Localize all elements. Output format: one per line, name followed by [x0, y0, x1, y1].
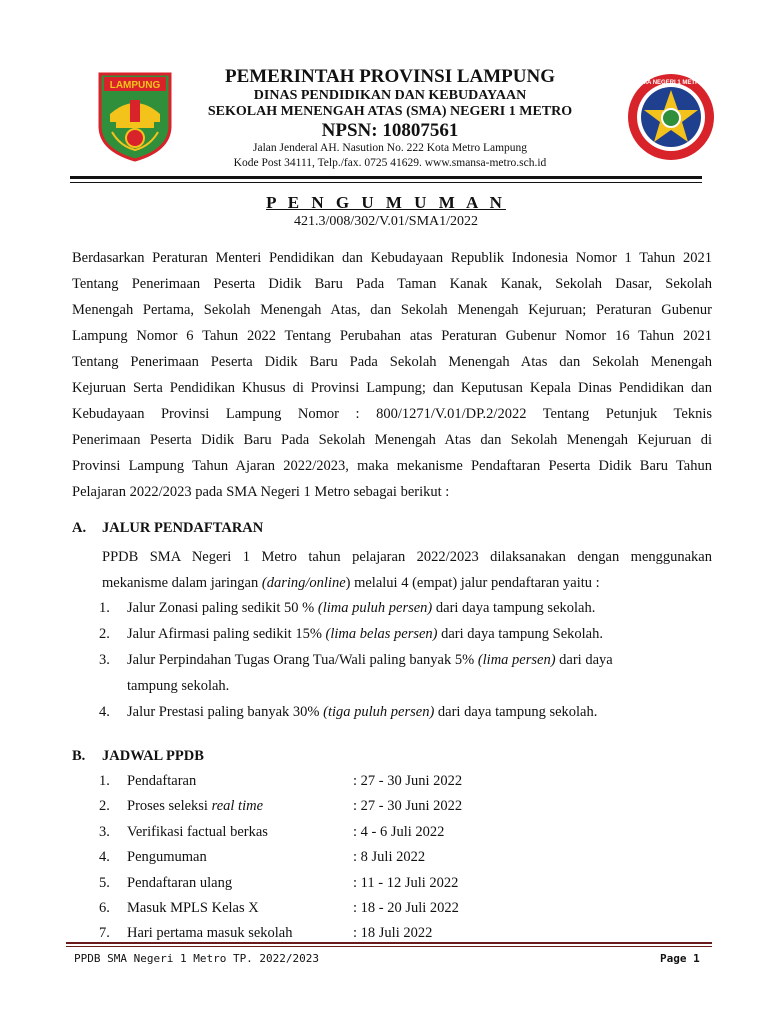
intro-line: Kejuruan Serta Pendidikan Khusus di Provinsi Lampung; dan Keputusan Kepala Dinas Pendidikan dan — [72, 380, 712, 396]
list-item-text-end: dari daya — [555, 652, 613, 668]
schedule-date: : 27 - 30 Juni 2022 — [353, 798, 463, 814]
schedule-label — [127, 798, 353, 815]
list-item-italic: (lima belas persen) — [325, 626, 438, 642]
section-a-list — [99, 595, 713, 725]
schedule-date: : 4 - 6 Juli 2022 — [353, 824, 445, 840]
section-a-line2 — [102, 570, 712, 596]
schedule-date: : 11 - 12 Juli 2022 — [353, 875, 459, 891]
schedule-row — [99, 798, 462, 815]
list-item-text: Jalur Perpindahan Tugas Orang Tua/Wali paling banyak 5% — [127, 652, 478, 668]
header-department: DINAS PENDIDIKAN DAN KEBUDAYAAN — [253, 88, 527, 103]
school-seal-logo — [626, 72, 716, 162]
header-address: Jalan Jenderal AH. Nasution No. 222 Kota Metro Lampung — [252, 142, 528, 154]
schedule-label-text: Proses seleksi — [127, 798, 212, 814]
schedule-date: : 18 Juli 2022 — [353, 925, 433, 941]
intro-line: Menengah Pertama, Sekolah Menengah Atas, dan Sekolah Menengah Kejuruan; Peraturan Gubenur — [72, 302, 712, 318]
schedule-number: 4. — [99, 849, 110, 865]
schedule-label-text: Masuk MPLS Kelas X — [127, 900, 259, 916]
schedule-date: : 27 - 30 Juni 2022 — [353, 773, 463, 789]
schedule-label-text: Pendaftaran ulang — [127, 875, 233, 891]
intro-line: Berdasarkan Peraturan Menteri Pendidikan dan Kebudayaan Republik Indonesia Nomor 1 Tahun 2021 — [72, 250, 712, 266]
intro-line: Provinsi Lampung Tahun Ajaran 2022/2023, maka mekanisme Pendaftaran Peserta Didik Baru Tahun — [72, 458, 712, 474]
schedule-label — [127, 900, 353, 917]
list-item — [99, 621, 713, 647]
schedule-row — [99, 925, 432, 942]
lampung-province-logo — [96, 70, 174, 162]
list-item-continuation: tampung sekolah. — [127, 678, 230, 694]
header-school: SEKOLAH MENENGAH ATAS (SMA) NEGERI 1 METRO — [207, 104, 573, 119]
list-item-italic: (tiga puluh persen) — [323, 704, 435, 720]
section-a-line2-italic: (daring/online — [261, 575, 346, 591]
list-item-text-end: dari daya tampung sekolah. — [432, 600, 596, 616]
list-item-italic: (lima persen) — [477, 652, 556, 668]
section-a-intro — [102, 544, 712, 596]
footer-divider-thin — [66, 946, 712, 947]
schedule-label-text: Verifikasi factual berkas — [127, 824, 268, 840]
list-item — [99, 699, 713, 725]
schedule-number: 5. — [99, 875, 110, 891]
list-item-text-end: dari daya tampung Sekolah. — [437, 626, 603, 642]
logo-left-text: LAMPUNG — [109, 80, 161, 91]
document-title: P E N G U M U M A N — [266, 193, 506, 212]
schedule-number: 1. — [99, 773, 110, 789]
section-a-line2-pre: mekanisme dalam jaringan — [102, 575, 262, 591]
section-a-line1: PPDB SMA Negeri 1 Metro tahun pelajaran 2022/2023 dilaksanakan dengan menggunakan — [102, 549, 712, 565]
document-number: 421.3/008/302/V.01/SMA1/2022 — [293, 214, 479, 229]
section-a-title: JALUR PENDAFTARAN — [102, 520, 264, 536]
section-b-letter: B. — [72, 748, 86, 764]
list-item — [99, 647, 713, 673]
section-a-letter: A. — [72, 520, 87, 536]
list-item-text: Jalur Afirmasi paling sedikit 15% — [127, 626, 326, 642]
schedule-label — [127, 925, 353, 942]
schedule-label-text: Pengumuman — [127, 849, 207, 865]
schedule-number: 7. — [99, 925, 110, 941]
schedule-number: 2. — [99, 798, 110, 814]
footer-title: PPDB SMA Negeri 1 Metro TP. 2022/2023 — [74, 952, 320, 965]
schedule-label-text: Hari pertama masuk sekolah — [127, 925, 293, 941]
header-government: PEMERINTAH PROVINSI LAMPUNG — [224, 66, 556, 87]
schedule-date: : 8 Juli 2022 — [353, 849, 426, 865]
section-a-heading — [72, 520, 263, 537]
header-npsn: NPSN: 10807561 — [321, 120, 459, 141]
list-item-number: 4. — [99, 704, 110, 720]
intro-line: Tentang Penerimaan Peserta Didik Baru Pada Sekolah Menengah Atas dan Sekolah Menengah — [72, 354, 712, 370]
intro-line: Pelajaran 2022/2023 pada SMA Negeri 1 Metro sebagai berikut : — [72, 484, 450, 500]
schedule-label — [127, 773, 353, 790]
intro-paragraph — [72, 245, 712, 505]
list-item-text: Jalur Zonasi paling sedikit 50 % — [127, 600, 318, 616]
schedule-row — [99, 875, 458, 892]
schedule-row — [99, 900, 459, 917]
list-item-text-end: dari daya tampung sekolah. — [434, 704, 598, 720]
logo-right-text: SMA NEGERI 1 METRO — [637, 80, 705, 86]
schedule-number: 6. — [99, 900, 110, 916]
schedule-label-text: Pendaftaran — [127, 773, 197, 789]
list-item-number: 2. — [99, 626, 110, 642]
header-contact: Kode Post 34111, Telp./fax. 0725 41629. www.smansa-metro.sch.id — [233, 157, 547, 169]
schedule-date: : 18 - 20 Juli 2022 — [353, 900, 459, 916]
list-item-italic: (lima puluh persen) — [317, 600, 433, 616]
header-divider-thin — [70, 182, 702, 183]
list-item-text: Jalur Prestasi paling banyak 30% — [127, 704, 324, 720]
header-divider-thick — [70, 176, 702, 179]
intro-line: Lampung Nomor 6 Tahun 2022 Tentang Perubahan atas Peraturan Gubenur Nomor 16 Tahun 2021 — [72, 328, 712, 344]
schedule-label-italic: real time — [211, 798, 264, 814]
schedule-label — [127, 875, 353, 892]
page-number: Page 1 — [660, 952, 700, 965]
footer-divider-thick — [66, 942, 712, 944]
intro-line: Tentang Penerimaan Peserta Didik Baru Pada Taman Kanak Kanak, Sekolah Dasar, Sekolah — [72, 276, 712, 292]
schedule-row — [99, 849, 425, 866]
intro-line: Penerimaan Peserta Didik Baru Pada Sekolah Menengah Atas dan Sekolah Menengah Kejuruan di — [72, 432, 712, 448]
list-item-number: 1. — [99, 600, 110, 616]
schedule-number: 3. — [99, 824, 110, 840]
schedule-label — [127, 824, 353, 841]
schedule-row — [99, 773, 462, 790]
section-a-line2-post: ) melalui 4 (empat) jalur pendaftaran yaitu : — [345, 575, 600, 591]
section-b-heading — [72, 748, 204, 765]
schedule-label — [127, 849, 353, 866]
intro-line: Kebudayaan Provinsi Lampung Nomor : 800/1271/V.01/DP.2/2022 Tentang Petunjuk Teknis — [72, 406, 712, 422]
list-item-number: 3. — [99, 652, 110, 668]
list-item — [99, 595, 713, 621]
section-b-title: JADWAL PPDB — [102, 748, 204, 764]
schedule-row — [99, 824, 444, 841]
